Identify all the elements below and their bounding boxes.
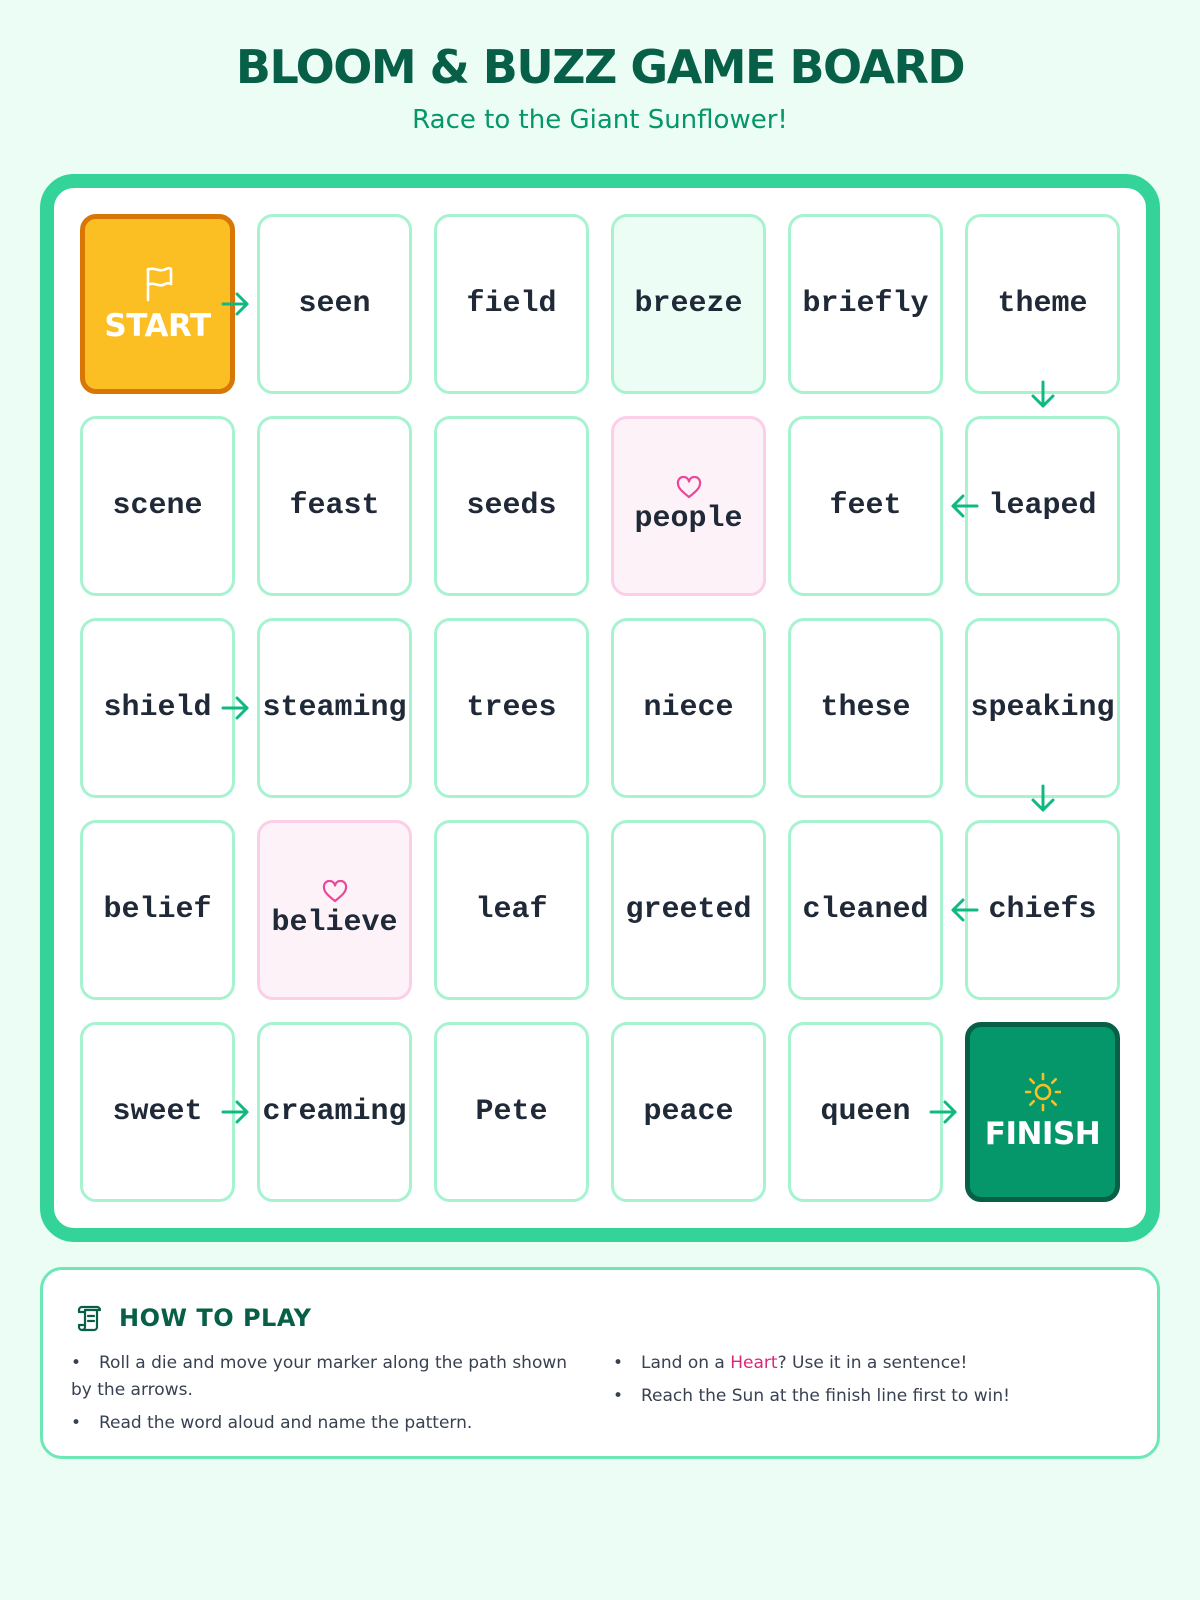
- tile-word: greeted: [625, 893, 752, 927]
- word-tile[interactable]: [611, 618, 766, 798]
- word-tile[interactable]: [257, 1022, 412, 1202]
- tile-word: leaf: [475, 893, 548, 927]
- word-tile[interactable]: [257, 618, 412, 798]
- tile-word: briefly: [802, 287, 929, 321]
- word-tile[interactable]: [257, 214, 412, 394]
- word-tile[interactable]: [965, 416, 1120, 596]
- heart-highlight: Heart: [730, 1353, 778, 1373]
- tile-word: cleaned: [802, 893, 929, 927]
- bullet-icon: •: [71, 1413, 82, 1433]
- arrow-right-icon: [219, 1096, 251, 1128]
- tile-word: speaking: [970, 691, 1115, 725]
- tile-word: creaming: [262, 1095, 407, 1129]
- tile-word: field: [466, 287, 557, 321]
- rule-item: • Read the word aloud and name the pattern.: [71, 1410, 571, 1437]
- how-to-play-title: HOW TO PLAY: [119, 1304, 312, 1332]
- word-tile[interactable]: [611, 1022, 766, 1202]
- heart-icon: [322, 880, 348, 904]
- heart-word-tile[interactable]: [257, 820, 412, 1000]
- finish-label: FINISH: [984, 1116, 1101, 1152]
- heart-word-tile[interactable]: [611, 416, 766, 596]
- how-to-play-header: [73, 1300, 311, 1336]
- word-tile[interactable]: [80, 820, 235, 1000]
- tile-word: queen: [820, 1095, 911, 1129]
- arrow-down-icon: [1027, 378, 1059, 410]
- word-tile[interactable]: [434, 618, 589, 798]
- tile-word: seen: [298, 287, 371, 321]
- heart-icon: [676, 476, 702, 500]
- word-tile[interactable]: [788, 618, 943, 798]
- arrow-right-icon: [219, 692, 251, 724]
- page-subtitle: Race to the Giant Sunflower!: [412, 105, 788, 135]
- tile-word: feet: [829, 489, 902, 523]
- word-tile[interactable]: [788, 1022, 943, 1202]
- tile-word: shield: [103, 691, 212, 725]
- tile-word: belief: [103, 893, 212, 927]
- tile-word: trees: [466, 691, 557, 725]
- rule-item: • Land on a Heart? Use it in a sentence!: [613, 1350, 1133, 1377]
- word-tile[interactable]: [434, 416, 589, 596]
- tile-word: these: [820, 691, 911, 725]
- tile-word: believe: [271, 906, 398, 940]
- word-tile[interactable]: [965, 618, 1120, 798]
- arrow-down-icon: [1027, 782, 1059, 814]
- tile-word: people: [634, 502, 743, 536]
- word-tile[interactable]: [965, 214, 1120, 394]
- word-tile[interactable]: [80, 1022, 235, 1202]
- tile-word: steaming: [262, 691, 407, 725]
- rule-item: • Roll a die and move your marker along the path shown by the arrows.: [71, 1350, 571, 1404]
- word-tile[interactable]: [788, 416, 943, 596]
- page-title: BLOOM & BUZZ GAME BOARD: [235, 40, 965, 94]
- tile-word: scene: [112, 489, 203, 523]
- tile-word: chiefs: [988, 893, 1097, 927]
- how-to-play-panel: [40, 1267, 1160, 1459]
- start-tile[interactable]: [80, 214, 235, 394]
- rules-right-column: [613, 1350, 1133, 1416]
- word-tile[interactable]: [434, 214, 589, 394]
- tile-word: sweet: [112, 1095, 203, 1129]
- bullet-icon: •: [613, 1386, 624, 1406]
- bullet-icon: •: [613, 1353, 624, 1373]
- word-tile[interactable]: [80, 618, 235, 798]
- word-tile[interactable]: [611, 214, 766, 394]
- arrow-left-icon: [949, 894, 981, 926]
- sun-icon: [1025, 1072, 1061, 1112]
- word-tile[interactable]: [257, 416, 412, 596]
- arrow-right-icon: [927, 1096, 959, 1128]
- rule-item: • Reach the Sun at the finish line first to win!: [613, 1383, 1133, 1410]
- word-tile[interactable]: [611, 820, 766, 1000]
- bullet-icon: •: [71, 1353, 82, 1373]
- tile-word: niece: [643, 691, 734, 725]
- word-tile[interactable]: [788, 214, 943, 394]
- tile-word: breeze: [634, 287, 743, 321]
- tile-word: Pete: [475, 1095, 548, 1129]
- arrow-right-icon: [219, 288, 251, 320]
- tile-word: peace: [643, 1095, 734, 1129]
- arrow-left-icon: [949, 490, 981, 522]
- tile-word: leaped: [988, 489, 1097, 523]
- start-label: START: [104, 308, 211, 344]
- tile-word: theme: [997, 287, 1088, 321]
- word-tile[interactable]: [80, 416, 235, 596]
- word-tile[interactable]: [788, 820, 943, 1000]
- tile-word: seeds: [466, 489, 557, 523]
- word-tile[interactable]: [434, 1022, 589, 1202]
- rules-left-column: [71, 1350, 571, 1443]
- word-tile[interactable]: [965, 820, 1120, 1000]
- finish-tile[interactable]: [965, 1022, 1120, 1202]
- scroll-icon: [73, 1302, 105, 1334]
- tile-word: feast: [289, 489, 380, 523]
- word-tile[interactable]: [434, 820, 589, 1000]
- flag-icon: [140, 264, 176, 304]
